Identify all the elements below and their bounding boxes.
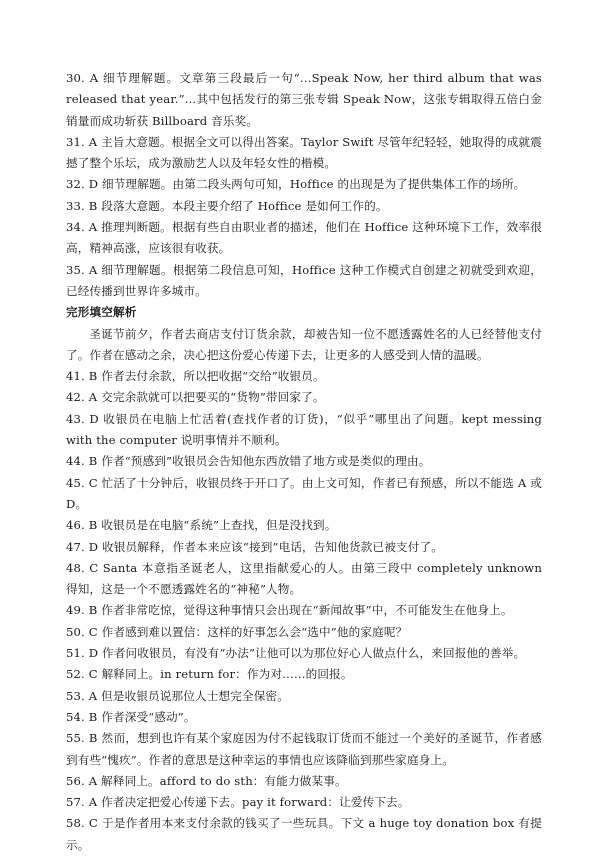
answer-item-30: 30. A 细节理解题。文章第三段最后一句“…Speak Now, her third album that was released that year.”…其中包括发行的第三张专辑 Speak Now，这张专辑取得五倍白金销量而成功斩获 Billboard 音乐奖。 xyxy=(66,71,542,128)
answer-item-41: 41. B 作者去付余款，所以把收据“交给”收银员。 xyxy=(66,369,325,384)
answer-item-57: 57. A 作者决定把爱心传递下去。pay it forward：让爱传下去。 xyxy=(66,795,410,810)
answer-item-54: 54. B 作者深受“感动”。 xyxy=(66,709,196,724)
answer-item-49: 49. B 作者非常吃惊，觉得这种事情只会出现在“新闻故事”中，不可能发生在他身上。 xyxy=(66,603,513,618)
answer-item-34: 34. A 推理判断题。根据有些自由职业者的描述，他们在 Hoffice 这种环境下工作，效率很高，精神高涨，应该很有收获。 xyxy=(66,220,542,256)
answer-explanations xyxy=(66,68,542,856)
answer-item-50: 50. C 作者感到难以置信：这样的好事怎么会“选中”他的家庭呢？ xyxy=(66,624,408,639)
answer-item-51: 51. D 作者问收银员，有没有“办法”让他可以为那位好心人做点什么，来回报他的善举。 xyxy=(66,646,526,661)
answer-item-48: 48. C Santa 本意指圣诞老人，这里指献爱心的人。由第三段中 completely unknown 得知，这是一个不愿透露姓名的“神秘”人物。 xyxy=(66,560,542,597)
answer-item-43: 43. D 收银员在电脑上忙活着(查找作者的订货)，“似乎”哪里出了问题。kept messing with the computer 说明事情并不顺利。 xyxy=(66,411,542,448)
answer-item-58: 58. C 于是作者用本来支付余款的钱买了一些玩具。下文 a huge toy donation box 有提示。 xyxy=(66,816,542,852)
answer-item-56: 56. A 解释同上。afford to do sth：有能力做某事。 xyxy=(66,773,347,788)
answer-item-31: 31. A 主旨大意题。根据全文可以得出答案。Taylor Swift 尽管年纪轻轻，她取得的成就震撼了整个乐坛，成为激励艺人以及年轻女性的楷模。 xyxy=(66,134,542,171)
answer-item-47: 47. D 收银员解释，作者本来应该“接到”电话，告知他货款已被支付了。 xyxy=(66,539,443,554)
answer-item-32: 32. D 细节理解题。由第二段头两句可知，Hoffice 的出现是为了提供集体工作的场所。 xyxy=(66,177,526,192)
answer-item-35: 35. A 细节理解题。根据第二段信息可知，Hoffice 这种工作模式自创建之初就受到欢迎，已经传播到世界许多城市。 xyxy=(66,262,542,298)
answer-item-42: 42. A 交完余款就可以把要买的“货物”带回家了。 xyxy=(66,390,325,405)
answer-item-33: 33. B 段落大意题。本段主要介绍了 Hoffice 是如何工作的。 xyxy=(66,198,388,213)
answer-item-53: 53. A 但是收银员说那位人士想完全保密。 xyxy=(66,688,289,703)
cloze-summary-paragraph: 圣诞节前夕，作者去商店支付订货余款，却被告知一位不愿透露姓名的人已经替他支付了。作者在感动之余，决心把这份爱心传递下去，让更多的人感受到人情的温暖。 xyxy=(66,326,542,362)
answer-item-45: 45. C 忙活了十分钟后，收银员终于开口了。由上文可知，作者已有预感，所以不能选 A 或 D。 xyxy=(66,475,542,511)
answer-item-55: 55. B 然而，想到也许有某个家庭因为付不起钱取订货而不能过一个美好的圣诞节，作者感到有些“愧疚”。作者的意思是这种幸运的事情也应该降临到那些家庭身上。 xyxy=(66,731,542,767)
answer-item-52: 52. C 解释同上。in return for：作为对……的回报。 xyxy=(66,667,353,682)
answer-item-44: 44. B 作者“预感到”收银员会告知他东西放错了地方或是类似的理由。 xyxy=(66,454,431,469)
answer-item-46: 46. B 收银员是在电脑“系统”上查找，但是没找到。 xyxy=(66,518,337,533)
section-heading-cloze: 完形填空解析 xyxy=(66,305,137,320)
